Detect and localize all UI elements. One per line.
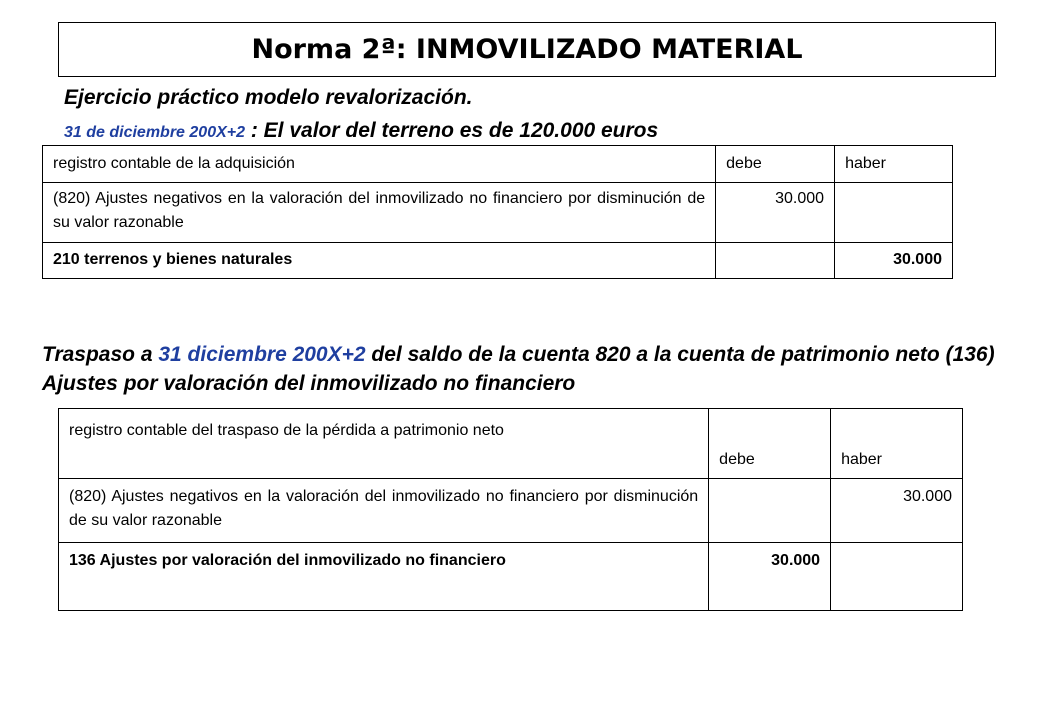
- row-debe: 30.000: [716, 183, 835, 243]
- row-concept: 210 terrenos y bienes naturales: [43, 243, 716, 279]
- row-debe: [709, 479, 831, 543]
- table-row: [59, 479, 963, 543]
- land-value-text: : El valor del terreno es de 120.000 euros: [245, 119, 659, 142]
- transfer-text-end: del saldo de la cuenta 820 a la cuenta de patrimonio neto (136) Ajustes por valoración del inmovilizado no financiero: [42, 343, 995, 395]
- row-debe: [716, 243, 835, 279]
- transfer-date: 31 diciembre 200X+2: [158, 343, 366, 366]
- date-line: [64, 119, 658, 143]
- acquisition-entry-table: [42, 145, 953, 279]
- exercise-subtitle: Ejercicio práctico modelo revalorización.: [64, 86, 473, 109]
- row-haber: [831, 543, 963, 611]
- page-title: Norma 2ª: INMOVILIZADO MATERIAL: [58, 22, 996, 77]
- row-concept: (820) Ajustes negativos en la valoración del inmovilizado no financiero por disminución de su valor razonable: [59, 479, 709, 543]
- table-header-row: [43, 146, 953, 183]
- table-header-row: [59, 409, 963, 479]
- transfer-description: [42, 340, 1012, 398]
- table-row: [43, 243, 953, 279]
- header-concept: registro contable de la adquisición: [43, 146, 716, 183]
- row-debe: 30.000: [709, 543, 831, 611]
- table-row: [43, 183, 953, 243]
- date-label: 31 de diciembre 200X+2: [64, 124, 245, 141]
- row-concept: (820) Ajustes negativos en la valoración del inmovilizado no financiero por disminución de su valor razonable: [43, 183, 716, 243]
- row-concept: 136 Ajustes por valoración del inmovilizado no financiero: [59, 543, 709, 611]
- row-haber: [835, 183, 953, 243]
- row-haber: 30.000: [831, 479, 963, 543]
- table-row: [59, 543, 963, 611]
- header-debe: debe: [716, 146, 835, 183]
- header-debe: debe: [709, 409, 831, 479]
- header-haber: haber: [835, 146, 953, 183]
- transfer-text-start: Traspaso a: [42, 343, 159, 366]
- row-haber: 30.000: [835, 243, 953, 279]
- header-concept: registro contable del traspaso de la pérdida a patrimonio neto: [59, 409, 709, 479]
- header-haber: haber: [831, 409, 963, 479]
- transfer-entry-table: [58, 408, 963, 611]
